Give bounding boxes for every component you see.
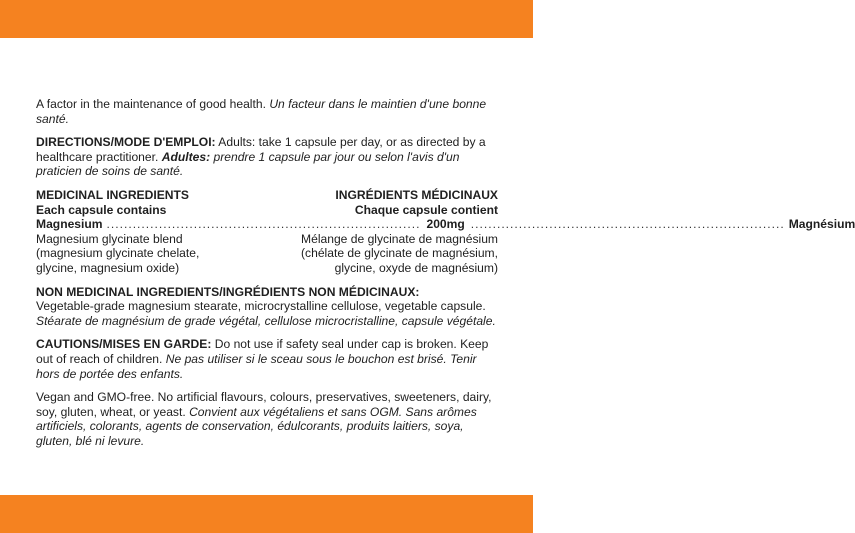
top-orange-band [0, 0, 533, 38]
non-medicinal-fr: Stéarate de magnésium de grade végétal, cellulose microcristalline, capsule végétale. [36, 313, 496, 328]
source-line: Magnesium glycinate blend [36, 231, 183, 246]
directions-fr-label: Adultes: [161, 149, 211, 164]
ingredient-row [36, 217, 855, 232]
directions-section [36, 135, 498, 179]
source-line: (chélate de glycinate de magnésium, [301, 246, 498, 261]
directions-fr: prendre 1 capsule par jour ou selon l'avis d'un praticien de soins de santé. [36, 149, 460, 179]
claims-en: Vegan and GMO-free. No artificial flavours, colours, preservatives, sweeteners, dairy, soy, gluten, wheat, or yeast. [36, 390, 492, 419]
medicinal-ingredients-section [36, 187, 855, 276]
ingredient-source-en [36, 232, 199, 276]
each-capsule-fr: Chaque capsule contient [354, 202, 498, 217]
ingredient-name-en: Magnesium [36, 217, 103, 232]
source-line: (magnesium glycinate chelate, [36, 246, 200, 261]
source-line: glycine, oxyde de magnésium) [334, 260, 498, 275]
directions-en: Adults: take 1 capsule per day, or as directed by a healthcare practitioner. [36, 135, 486, 164]
source-line: Mélange de glycinate de magnésium [301, 231, 498, 246]
source-line: glycine, magnesium oxide) [36, 260, 180, 275]
each-capsule-en: Each capsule contains [36, 202, 167, 217]
ingredient-source-fr [301, 232, 498, 276]
medicinal-heading-en: MEDICINAL INGREDIENTS [36, 187, 189, 202]
cautions-section [36, 337, 498, 381]
claims-section [36, 390, 498, 448]
non-medicinal-en: Vegetable-grade magnesium stearate, microcrystalline cellulose, vegetable capsule. [36, 299, 486, 314]
dot-leader: ........................................................................ [470, 217, 785, 232]
non-medicinal-heading: NON MEDICINAL INGREDIENTS/INGRÉDIENTS NON MÉDICINAUX: [36, 284, 420, 299]
non-medicinal-section [36, 285, 498, 329]
cautions-fr: Ne pas utiliser si le sceau sous le bouchon est brisé. Tenir hors de portée des enfants. [36, 351, 477, 381]
intro-fr: Un facteur dans le maintien d'une bonne santé. [36, 97, 487, 126]
cautions-en: Do not use if safety seal under cap is broken. Keep out of reach of children. [36, 337, 489, 366]
ingredient-name-fr: Magnésium [788, 217, 855, 232]
dot-leader: ........................................................................ [106, 217, 421, 232]
ingredient-amount: 200mg [426, 217, 465, 232]
directions-heading: DIRECTIONS/MODE D'EMPLOI: [36, 135, 216, 150]
intro-en: A factor in the maintenance of good health. [36, 97, 266, 111]
label-text [36, 97, 855, 448]
claims-fr: Convient aux végétaliens et sans OGM. Sans arômes artificiels, colorants, agents de conservation, édulcorants, produits laitiers, soya, gluten, blé ni levure. [36, 404, 477, 448]
bottom-orange-band [0, 495, 533, 533]
intro-statement [36, 97, 498, 126]
medicinal-heading-fr: INGRÉDIENTS MÉDICINAUX [335, 187, 498, 202]
cautions-heading: CAUTIONS/MISES EN GARDE: [36, 337, 212, 352]
